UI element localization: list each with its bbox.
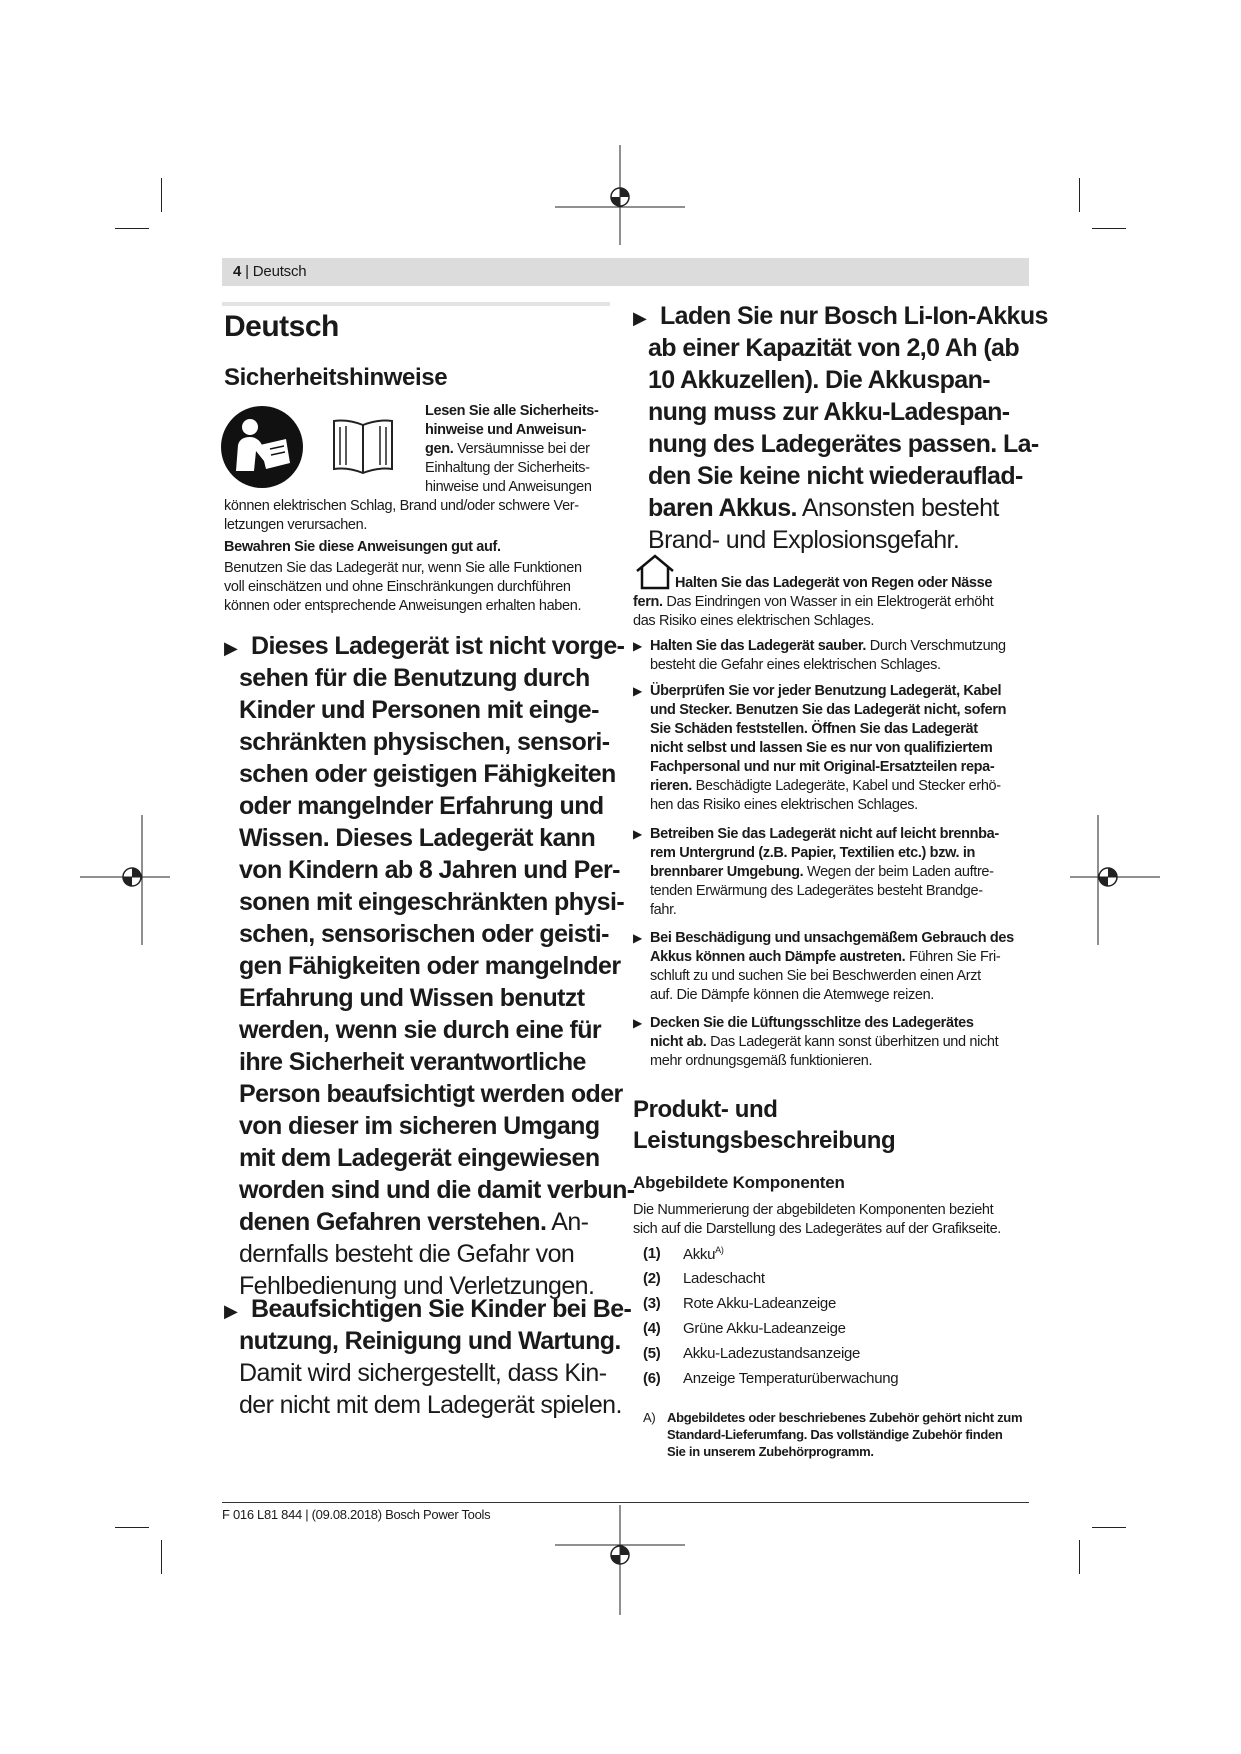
- intro-normal-line: Einhaltung der Sicherheits-: [425, 460, 590, 476]
- bullet1-line: sehen für die Benutzung durch: [239, 664, 590, 692]
- component-number: (6): [643, 1370, 661, 1387]
- column-rule: [222, 302, 610, 306]
- crop-mark-br-h: [1092, 1527, 1126, 1528]
- keep-instructions: Bewahren Sie diese Anweisungen gut auf.: [224, 539, 501, 555]
- vapor-tail-line: schluft zu und suchen Sie bei Beschwerden einen Arzt: [650, 968, 981, 984]
- bullet1-line: ihre Sicherheit verantwortliche: [239, 1048, 586, 1076]
- component-number: (5): [643, 1345, 661, 1362]
- bullet2-normal-line: Damit wird sichergestellt, dass Kin-: [239, 1359, 607, 1387]
- fire-mixed-normal: Wegen der beim Laden auftre-: [803, 864, 994, 880]
- footnote-line: Abgebildetes oder beschriebenes Zubehör gehört nicht zum: [667, 1410, 1023, 1425]
- crop-mark-br-v: [1079, 1540, 1080, 1574]
- bullet1-line: werden, wenn sie durch eine für: [239, 1016, 602, 1044]
- bullet-arrow-icon: ▶: [633, 639, 642, 653]
- bullet-arrow-icon: ▶: [633, 827, 642, 841]
- bullet1-line: Dieses Ladegerät ist nicht vorge-: [251, 632, 625, 660]
- bullet1-line: schen oder geistigen Fähigkeiten: [239, 760, 616, 788]
- bullet1-tail-line: dernfalls besteht die Gefahr von: [239, 1240, 575, 1268]
- bullet2-bold-line: nutzung, Reinigung und Wartung.: [239, 1327, 621, 1355]
- intro-normal-line: Versäumnisse bei der: [457, 441, 590, 457]
- component-label: Akku-Ladezustandsanzeige: [683, 1345, 861, 1362]
- component-number: (4): [643, 1320, 661, 1337]
- vent-tail: mehr ordnungsgemäß funktionieren.: [650, 1053, 873, 1069]
- component-label: [683, 1245, 724, 1263]
- crop-mark-bl-v: [161, 1540, 162, 1574]
- component-label: Grüne Akku-Ladeanzeige: [683, 1320, 846, 1337]
- check-mixed-bold: rieren.: [650, 778, 692, 794]
- usage-line: Benutzen Sie das Ladegerät nur, wenn Sie alle Funktionen: [224, 560, 582, 576]
- bullet-arrow-icon: ▶: [633, 684, 642, 698]
- registration-mark-bottom: [555, 1505, 685, 1615]
- rain-warning: [633, 574, 993, 631]
- bullet1-line: von Kindern ab 8 Jahren und Per-: [239, 856, 620, 884]
- bullet3-bold-line: 10 Akkuzellen). Die Akkuspan-: [648, 366, 990, 394]
- check-mixed-normal: Beschädigte Ladegeräte, Kabel und Stecker erhö-: [691, 778, 1001, 794]
- registration-mark-top: [555, 145, 685, 245]
- footnote-marker: A): [643, 1410, 656, 1425]
- bullet1-line: worden sind und die damit verbun-: [239, 1176, 635, 1204]
- bullet3-bold-line: nung muss zur Akku-Ladespan-: [648, 398, 1010, 426]
- check-bold-line: nicht selbst und lassen Sie es nur von qualifiziertem: [650, 740, 993, 756]
- bullet1-line: mit dem Ladegerät eingewiesen: [239, 1144, 600, 1172]
- intro-bold-line: Lesen Sie alle Sicherheits-: [425, 403, 599, 419]
- component-label: Ladeschacht: [683, 1270, 765, 1287]
- check-bold-line: Überprüfen Sie vor jeder Benutzung Ladegerät, Kabel: [650, 683, 1002, 699]
- bullet1-line: gen Fähigkeiten oder mangelnder: [239, 952, 621, 980]
- safety-heading: Sicherheitshinweise: [224, 364, 448, 391]
- bullet1-line: sonen mit eingeschränkten physi-: [239, 888, 625, 916]
- bullet1-last-bold: denen Gefahren verstehen.: [239, 1208, 547, 1236]
- usage-line: können oder entsprechende Anweisungen erhalten haben.: [224, 598, 582, 614]
- rain-bold-2: fern.: [633, 594, 663, 610]
- intro-normal-line: hinweise und Anweisungen: [425, 479, 592, 495]
- bullet1-line: oder mangelnder Erfahrung und: [239, 792, 604, 820]
- bullet3-bold-line: Laden Sie nur Bosch Li-Ion-Akkus: [660, 302, 1048, 330]
- components-intro-line: Die Nummerierung der abgebildeten Komponenten bezieht: [633, 1202, 994, 1218]
- check-bold-line: Fachpersonal und nur mit Original-Ersatzteilen repa-: [650, 759, 995, 775]
- component-superscript: A): [715, 1245, 724, 1255]
- crop-mark-tr-h: [1092, 228, 1126, 229]
- crop-mark-tr-v: [1079, 178, 1080, 212]
- safety-intro-cont: [224, 497, 582, 616]
- vapor-mixed-bold: Akkus können auch Dämpfe austreten.: [650, 949, 906, 965]
- vent-bold-1: Decken Sie die Lüftungsschlitze des Ladegerätes: [650, 1015, 974, 1031]
- bullet2-bold-line: Beaufsichtigen Sie Kinder bei Be-: [251, 1295, 632, 1323]
- bullet1-line: Kinder und Personen mit einge-: [239, 696, 599, 724]
- bullet3-bold-line: ab einer Kapazität von 2,0 Ah (ab: [648, 334, 1020, 362]
- fire-tail-line: tenden Erwärmung des Ladegerätes besteht Brandge-: [650, 883, 983, 899]
- bullet3-tail: Brand- und Explosionsgefahr.: [648, 526, 960, 554]
- check-bold-line: und Stecker. Benutzen Sie das Ladegerät nicht, sofern: [650, 702, 1007, 718]
- crop-mark-tl-v: [161, 178, 162, 212]
- component-number: (1): [643, 1245, 661, 1262]
- vapor-bold-1: Bei Beschädigung und unsachgemäßem Gebrauch des: [650, 930, 1014, 946]
- bullet3-bold-line: nung des Ladegerätes passen. La-: [648, 430, 1039, 458]
- footnote-line: Standard-Lieferumfang. Das vollständige Zubehör finden: [667, 1427, 1003, 1442]
- components-heading: Abgebildete Komponenten: [633, 1173, 845, 1192]
- bullet-arrow-icon: ▶: [633, 931, 642, 945]
- fire-tail-line: fahr.: [650, 902, 677, 918]
- bullet1-line: schen, sensorischen oder geisti-: [239, 920, 609, 948]
- component-label-text: Akku: [683, 1246, 716, 1263]
- intro-normal-line: letzungen verursachen.: [224, 517, 368, 533]
- bullet1-line: schränkten physischen, sensori-: [239, 728, 610, 756]
- read-manual-icon: [220, 405, 304, 489]
- safety-intro: [425, 402, 599, 497]
- bullet-arrow-icon: ▶: [224, 1301, 238, 1321]
- footer-text: F 016 L81 844 | (09.08.2018) Bosch Power Tools: [222, 1507, 491, 1522]
- components-intro: [633, 1201, 1001, 1239]
- bullet2-normal-line: der nicht mit dem Ladegerät spielen.: [239, 1391, 622, 1419]
- bullet-arrow-icon: ▶: [633, 1016, 642, 1030]
- intro-bold-line: gen.: [425, 441, 454, 457]
- clean-tail: besteht die Gefahr eines elektrischen Schlages.: [650, 657, 941, 673]
- footnote-line: Sie in unserem Zubehörprogramm.: [667, 1444, 874, 1459]
- vent-mixed-bold: nicht ab.: [650, 1034, 707, 1050]
- rain-normal-3: das Risiko eines elektrischen Schlages.: [633, 613, 875, 629]
- fire-bold-line: Betreiben Sie das Ladegerät nicht auf leicht brennba-: [650, 826, 999, 842]
- crop-mark-bl-h: [115, 1527, 149, 1528]
- component-number: (2): [643, 1270, 661, 1287]
- check-tail: hen das Risiko eines elektrischen Schlages.: [650, 797, 918, 813]
- rain-normal-2: Das Eindringen von Wasser in ein Elektrogerät erhöht: [662, 594, 994, 610]
- product-heading-line: Produkt- und: [633, 1096, 778, 1123]
- page-number: 4: [233, 263, 242, 280]
- component-number: (3): [643, 1295, 661, 1312]
- bullet1-line: von dieser im sicheren Umgang: [239, 1112, 600, 1140]
- bullet3-mixed-normal: Ansonsten besteht: [796, 494, 999, 522]
- bullet-arrow-icon: ▶: [633, 308, 647, 328]
- check-bold-line: Sie Schäden feststellen. Öffnen Sie das Ladegerät: [650, 721, 978, 737]
- bullet1-line: Person beaufsichtigt werden oder: [239, 1080, 623, 1108]
- fire-mixed-bold: brennbarer Umgebung.: [650, 864, 804, 880]
- fire-bold-line: rem Untergrund (z.B. Papier, Textilien etc.) bzw. in: [650, 845, 976, 861]
- intro-normal-line: können elektrischen Schlag, Brand und/oder schwere Ver-: [224, 498, 579, 514]
- component-label: Rote Akku-Ladeanzeige: [683, 1295, 836, 1312]
- clean-normal: Durch Verschmutzung: [866, 638, 1006, 654]
- vapor-tail-line: auf. Die Dämpfe können die Atemwege reizen.: [650, 987, 934, 1003]
- footer-rule: [222, 1502, 1029, 1503]
- registration-mark-left: [80, 815, 170, 945]
- bullet1-line: Erfahrung und Wissen benutzt: [239, 984, 585, 1012]
- bullet1-line: Wissen. Dieses Ladegerät kann: [239, 824, 596, 852]
- bullet1-tail-line: Fehlbedienung und Verletzungen.: [239, 1272, 595, 1300]
- components-intro-line: sich auf die Darstellung des Ladegerätes auf der Grafikseite.: [633, 1221, 1001, 1237]
- header-separator: |: [241, 263, 253, 280]
- bullet3-bold-line: den Sie keine nicht wiederauflad-: [648, 462, 1023, 490]
- bullet-arrow-icon: ▶: [224, 638, 238, 658]
- usage-line: voll einschätzen und ohne Einschränkungen durchführen: [224, 579, 571, 595]
- vapor-mixed-normal: Führen Sie Fri-: [905, 949, 1001, 965]
- page-title: Deutsch: [224, 310, 339, 343]
- vent-mixed-normal: Das Ladegerät kann sonst überhitzen und nicht: [706, 1034, 999, 1050]
- bullet3-mixed-bold: baren Akkus.: [648, 494, 797, 522]
- bullet1-last-normal: An-: [546, 1208, 589, 1236]
- product-heading-line: Leistungsbeschreibung: [633, 1127, 896, 1154]
- crop-mark-tl-h: [115, 228, 149, 229]
- component-label: Anzeige Temperaturüberwachung: [683, 1370, 899, 1387]
- intro-bold-line: hinweise und Anweisun-: [425, 422, 586, 438]
- rain-bold-1: Halten Sie das Ladegerät von Regen oder Nässe: [675, 575, 993, 591]
- header-bar: [222, 258, 1029, 286]
- header-section: Deutsch: [252, 263, 307, 280]
- registration-mark-right: [1070, 815, 1160, 945]
- header-text: [233, 263, 306, 280]
- book-icon: [328, 415, 398, 477]
- product-heading: [633, 1094, 895, 1156]
- clean-bold: Halten Sie das Ladegerät sauber.: [650, 638, 867, 654]
